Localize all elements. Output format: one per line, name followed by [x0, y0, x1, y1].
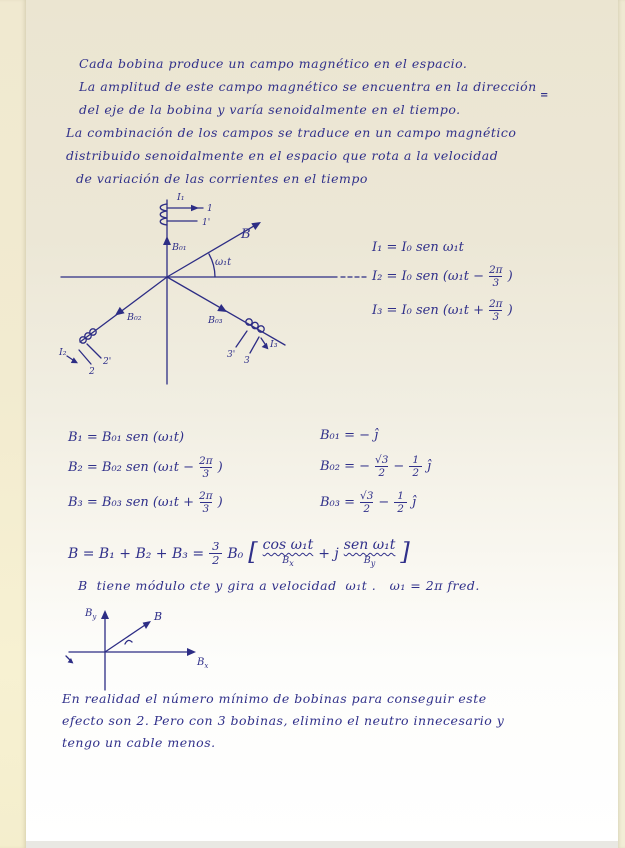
label-sub: y — [370, 559, 376, 569]
eq-text: B₀₁ = − ĵ — [320, 428, 379, 443]
underbrace-by — [344, 538, 396, 569]
b02-axis — [80, 277, 167, 342]
current-equations — [372, 240, 513, 323]
denominator: 3 — [200, 467, 213, 480]
eq-text: I₂ = I₀ sen (ω₁t − — [372, 269, 484, 285]
eq-text: B₀ — [227, 545, 244, 562]
fraction — [489, 298, 503, 323]
eq-text: + j — [318, 545, 339, 562]
numerator: 2π — [489, 264, 503, 276]
handwritten-line: La combinación de los campos se traduce en un campo magnético — [66, 125, 517, 140]
fraction — [489, 264, 503, 289]
fraction — [394, 490, 407, 515]
terminal-1p-label: 1' — [202, 218, 211, 228]
stray-ink-mark: = — [540, 90, 549, 101]
equation-i3 — [372, 298, 513, 323]
fraction — [199, 455, 213, 480]
terminal-3p-label: 3' — [227, 350, 236, 360]
b01-label: B₀₁ — [172, 242, 187, 253]
eq-text: ) — [217, 495, 223, 511]
by-label-main: B — [85, 608, 93, 619]
bx-component-label — [282, 556, 294, 569]
resultant-equation — [68, 538, 410, 569]
close-bracket: ] — [400, 537, 410, 566]
eq-text: B₁ = B₀₁ sen (ω₁t) — [68, 430, 185, 445]
rotation-note — [78, 578, 480, 593]
fraction — [375, 454, 388, 479]
underbrace-bx — [263, 538, 314, 569]
b01-arrowhead — [163, 236, 171, 245]
rotating-field-diagram — [55, 602, 255, 692]
by-label — [84, 608, 97, 621]
eq-text: B₀₂ = − — [320, 459, 371, 475]
equation-b02 — [320, 454, 431, 479]
eq-text: I₃ = I₀ sen (ω₁t + — [372, 303, 484, 319]
current-i2-arrowhead — [71, 357, 78, 363]
equation-b01 — [320, 428, 431, 443]
cos-term: cos ω₁t — [262, 537, 314, 553]
b-rotating-vector-arrowhead — [143, 621, 151, 629]
bfield-equations — [68, 430, 223, 515]
by-axis-arrowhead — [101, 610, 109, 619]
b02-arrowhead — [115, 307, 125, 316]
fraction — [199, 490, 213, 515]
label-sub: x — [289, 559, 294, 569]
coil-1 — [160, 204, 167, 225]
bx-label-main: B — [197, 657, 205, 668]
eq-text: ĵ — [427, 459, 432, 475]
eq-text: ) — [507, 303, 513, 319]
denominator: 3 — [489, 310, 502, 323]
sen-term: sen ω₁t — [343, 537, 396, 553]
fraction — [409, 454, 422, 479]
equation-i2 — [372, 264, 513, 289]
numerator: 2π — [199, 490, 213, 503]
eq-text: − — [393, 459, 405, 475]
handwritten-line: efecto son 2. Pero con 3 bobinas, elimino el neutro innecesario y — [62, 713, 505, 728]
b02-label: B₀₂ — [127, 312, 142, 323]
numerator: √3 — [375, 454, 389, 466]
conclusion-paragraph — [62, 688, 504, 754]
b-label: B — [154, 610, 163, 623]
eq-text: B₀₃ = — [320, 495, 356, 511]
terminal-3-label: 3 — [244, 356, 250, 366]
equation-b03 — [320, 490, 431, 515]
coil-3-lead-3p — [236, 331, 247, 347]
current-i1-label: I₁ — [177, 192, 185, 203]
eq-text: ) — [217, 460, 223, 476]
denominator: 2 — [209, 553, 222, 567]
handwritten-line: de variación de las corrientes en el tiempo — [76, 171, 368, 186]
handwritten-line: distribuido senoidalmente en el espacio que rota a la velocidad — [66, 148, 499, 163]
by-label-sub: y — [92, 613, 97, 621]
eq-text: B = B₁ + B₂ + B₃ = — [68, 545, 205, 562]
terminal-1-label: 1 — [207, 204, 213, 214]
equation-i1 — [372, 240, 513, 255]
numerator: 2π — [199, 455, 213, 467]
denominator: 2 — [375, 466, 388, 479]
b03-label: B₀₃ — [208, 315, 223, 326]
denominator: 2 — [394, 502, 407, 515]
bx-axis-arrowhead — [187, 648, 196, 656]
numerator: 1 — [397, 490, 404, 503]
angle-label: ω₁t — [215, 257, 232, 268]
bx-label — [196, 657, 208, 670]
terminal-2-label: 2 — [89, 367, 95, 377]
current-i1-arrowhead — [191, 205, 199, 211]
coil-2-lead-2 — [79, 350, 91, 364]
bvector-equations — [320, 428, 431, 515]
equation-b1 — [68, 430, 223, 445]
handwritten-line: La amplitud de este campo magnético se encuentra en la dirección — [79, 79, 537, 94]
handwritten-line: Cada bobina produce un campo magnético en el espacio. — [79, 56, 468, 71]
b-vector-label: B — [241, 227, 251, 242]
equation-b2 — [68, 455, 223, 480]
coil-3-lead-3 — [250, 337, 259, 353]
fraction — [360, 490, 373, 515]
current-i3-label: I₃ — [270, 339, 278, 350]
denominator: 3 — [200, 502, 213, 515]
coil-2-lead-2p — [87, 344, 101, 358]
terminal-2p-label: 2' — [103, 357, 112, 367]
equation-b3 — [68, 490, 223, 515]
b-rotating-vector — [105, 623, 148, 652]
paper-bottom-edge — [0, 841, 625, 848]
bx-label-sub: x — [204, 662, 209, 670]
current-i2-label: I₂ — [59, 347, 67, 358]
numerator: 2π — [489, 298, 503, 311]
eq-text: B₃ = B₀₃ sen (ω₁t + — [68, 495, 195, 511]
handwritten-line: del eje de la bobina y varía senoidalmente en el tiempo. — [79, 102, 461, 117]
by-component-label — [364, 556, 376, 569]
denominator: 2 — [409, 466, 422, 479]
numerator: 3 — [212, 538, 220, 553]
open-bracket: [ — [248, 537, 258, 566]
three-coil-phasor-diagram — [55, 192, 375, 392]
eq-text: B₂ = B₀₂ sen (ω₁t − — [68, 460, 195, 476]
b03-arrowhead — [217, 304, 227, 312]
handwritten-line: En realidad el número mínimo de bobinas para conseguir este — [62, 691, 487, 706]
denominator: 3 — [489, 276, 502, 289]
eq-text: ĵ — [411, 495, 417, 511]
eq-text: − — [378, 495, 390, 511]
handwritten-line: tengo un cable menos. — [62, 735, 216, 750]
intro-paragraph — [66, 52, 537, 190]
label-main: B — [363, 555, 371, 567]
fraction — [209, 540, 222, 567]
numerator: √3 — [360, 490, 374, 503]
label-main: B — [282, 555, 290, 567]
numerator: 1 — [412, 454, 419, 466]
paper-left-edge — [0, 0, 26, 848]
eq-text: I₁ = I₀ sen ω₁t — [372, 240, 464, 255]
eq-text: ) — [507, 269, 513, 285]
paper-right-edge — [618, 0, 625, 848]
handwritten-line: B tiene módulo cte y gira a velocidad ω₁t . ω₁ = 2π fred. — [78, 578, 480, 593]
small-angle-mark — [125, 640, 132, 644]
denominator: 2 — [360, 502, 373, 515]
